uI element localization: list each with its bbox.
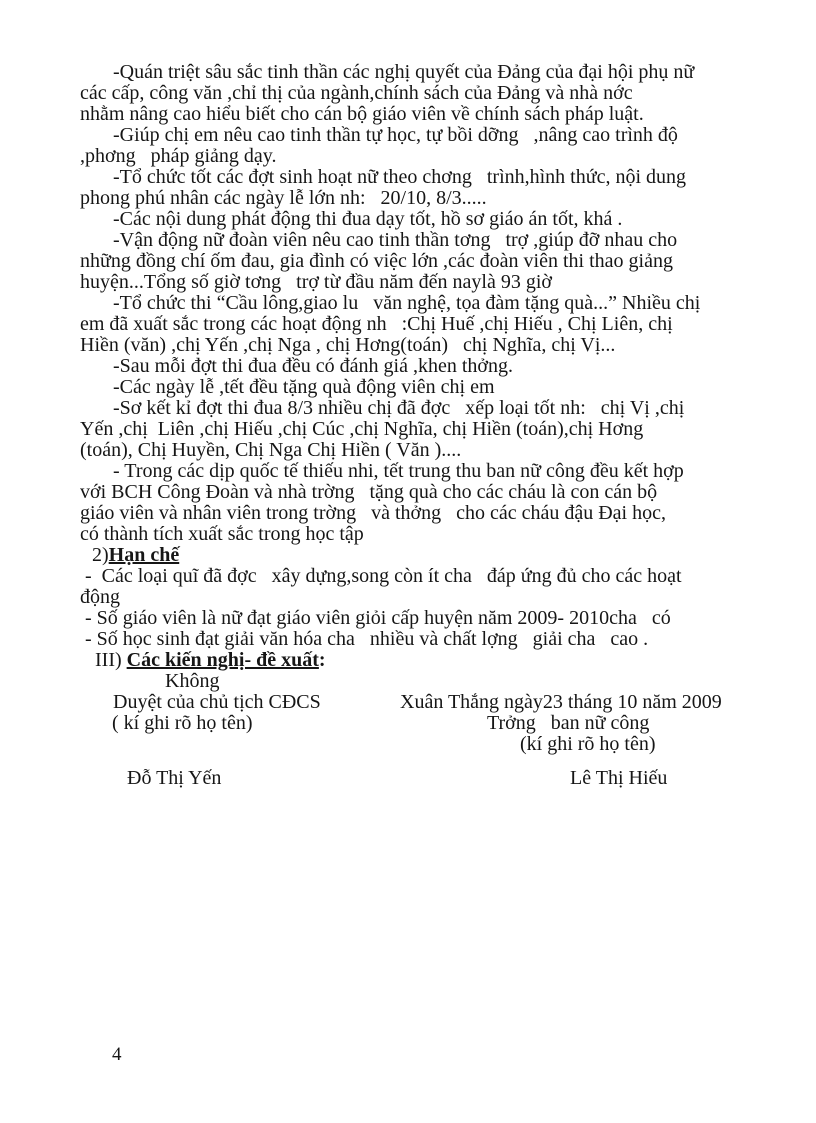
signature-block [80,692,776,822]
text-line: các cấp, công văn ,chỉ thị của ngành,chính sách của Đảng và nhà nớc [80,82,633,104]
heading-number: 2) [92,544,109,566]
text-line: huyện...Tổng số giờ tơng trợ từ đầu năm đến naylà 93 giờ [80,271,552,293]
text-line: Yến ,chị Liên ,chị Hiếu ,chị Cúc ,chị Nghĩa, chị Hiền (toán),chị Hơng [80,418,644,440]
text-line: -Tổ chức tốt các đợt sinh hoạt nữ theo chơng trình,hình thức, nội dung [113,166,687,188]
section-heading-proposals [80,650,776,671]
text-line: Hiền (văn) ,chị Yến ,chị Nga , chị Hơng(toán) chị Nghĩa, chị Vị... [80,334,616,356]
proposals-answer: Không [165,670,220,692]
text-line: ,phơng pháp giảng dạy. [80,145,277,167]
text-line: -Quán triệt sâu sắc tinh thần các nghị quyết của Đảng của đại hội phụ nữ [113,61,695,83]
text-line: giáo viên và nhân viên trong trờng và thởng cho các cháu đậu Đại học, [80,502,666,524]
text-line: -Các nội dung phát động thi đua dạy tốt, hồ sơ giáo án tốt, khá . [113,208,623,230]
text-line: - Số học sinh đạt giải văn hóa cha nhiều và chất lợng giải cha cao . [85,628,649,650]
signature-approver-note: ( kí ghi rõ họ tên) [112,712,253,734]
text-line: nhằm nâng cao hiểu biết cho cán bộ giáo viên về chính sách pháp luật. [80,103,644,125]
text-line: với BCH Công Đoàn và nhà trờng tặng quà cho các cháu là con cán bộ [80,481,658,503]
signature-name-left: Đỗ Thị Yến [127,767,222,789]
text-line: -Giúp chị em nêu cao tinh thần tự học, tự bồi dỡng ,nâng cao trình độ [113,124,678,146]
text-line: -Các ngày lễ ,tết đều tặng quà động viên chị em [113,376,495,398]
text-line: -Sơ kết kỉ đợt thi đua 8/3 nhiều chị đã đợc xếp loại tốt nh: chị Vị ,chị [113,397,685,419]
page-number: 4 [112,1044,122,1065]
text-line: -Vận động nữ đoàn viên nêu cao tinh thần tơng trợ ,giúp đỡ nhau cho [113,229,678,251]
text-line: - Trong các dịp quốc tế thiếu nhi, tết trung thu ban nữ công đều kết hợp [113,460,684,482]
text-line: có thành tích xuất sắc trong học tập [80,523,364,545]
signature-role-note: (kí ghi rõ họ tên) [520,733,656,755]
text-line: động [80,586,120,608]
heading-colon: : [318,649,326,671]
text-line: - Các loại quĩ đã đợc xây dựng,song còn ít cha đáp ứng đủ cho các hoạt [85,565,682,587]
signature-approver-title: Duyệt của chủ tịch CĐCS [113,691,321,713]
signature-name-right: Lê Thị Hiếu [570,767,668,789]
text-line: - Số giáo viên là nữ đạt giáo viên giỏi cấp huyện năm 2009- 2010cha có [85,607,671,629]
text-line: em đã xuất sắc trong các hoạt động nh :Chị Huế ,chị Hiếu , Chị Liên, chị [80,313,673,335]
heading-label: Các kiến nghị- đề xuất [126,649,319,671]
signature-date-line: Xuân Thắng ngày23 tháng 10 năm 2009 [400,691,722,713]
heading-label: Hạn chế [108,544,180,566]
signature-role: Trởng ban nữ công [487,712,650,734]
text-line: những đồng chí ốm đau, gia đình có việc lớn ,các đoàn viên thi thao giảng [80,250,673,272]
section-heading-limitations [80,545,776,566]
text-line: -Tổ chức thi “Cầu lông,giao lu văn nghệ, tọa đàm tặng quà...” Nhiều chị [113,292,701,314]
text-line: phong phú nhân các ngày lễ lớn nh: 20/10, 8/3..... [80,187,487,209]
text-line: (toán), Chị Huyền, Chị Nga Chị Hiền ( Văn ).... [80,439,462,461]
text-line: -Sau mỗi đợt thi đua đều có đánh giá ,khen thởng. [113,355,513,377]
heading-number: III) [95,649,127,671]
